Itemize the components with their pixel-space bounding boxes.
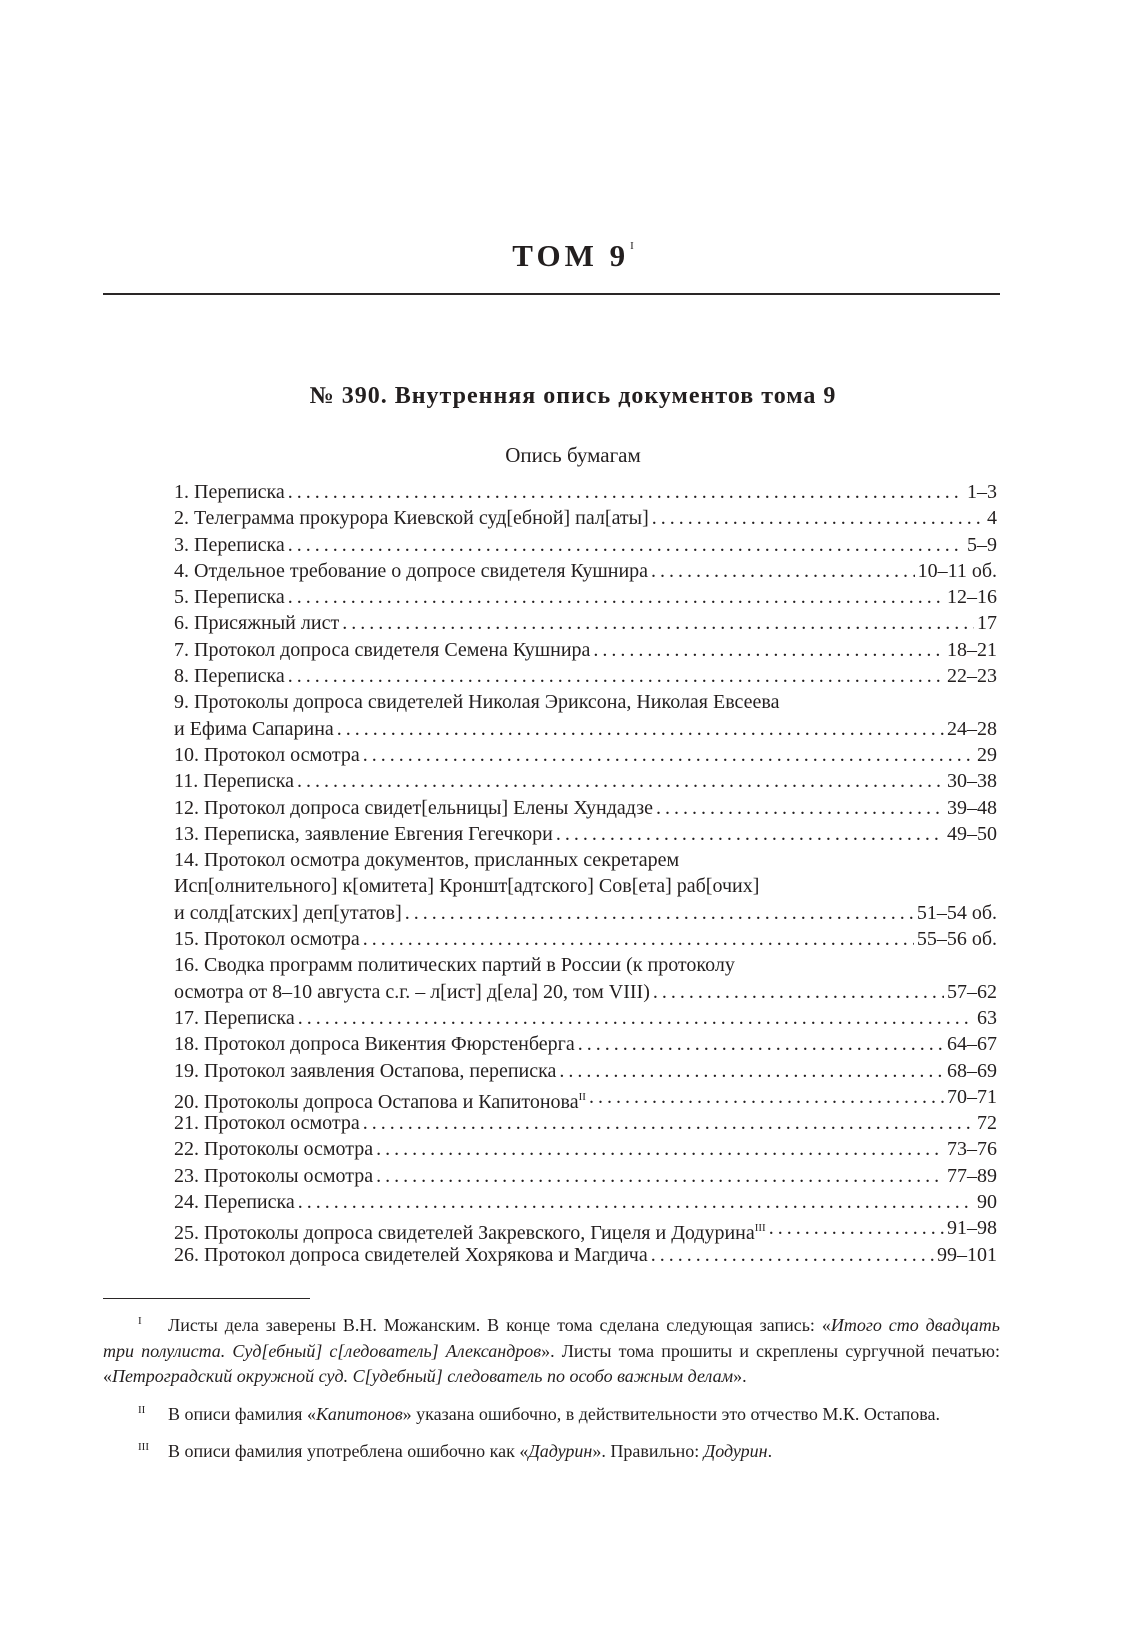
toc-entry xyxy=(174,532,997,558)
toc-entry xyxy=(174,926,997,952)
toc-entry-pages: 51–54 об. xyxy=(916,901,997,924)
toc-entry xyxy=(174,1058,997,1084)
toc-entry-title: 19. Протокол заявления Остапова, переписка xyxy=(174,1059,557,1082)
toc-entry-pages: 17 xyxy=(977,612,997,635)
dot-leader xyxy=(363,1110,974,1136)
dot-leader xyxy=(288,584,944,610)
toc-entry-pages: 24–28 xyxy=(947,717,997,740)
toc-entry-title: 15. Протокол осмотра xyxy=(174,928,360,951)
footnote-text: Листы дела заверены В.Н. Можанским. В конце тома сделана следующая запись: « xyxy=(168,1315,831,1335)
toc-entry-pages: 4 xyxy=(987,507,997,530)
toc-entry-title: 16. Сводка программ политических партий в России (к протоколу xyxy=(174,954,735,977)
footnote-ref[interactable]: II xyxy=(578,1090,586,1103)
toc-entry xyxy=(174,479,997,505)
toc-entry xyxy=(174,637,997,663)
toc-entry-title: 10. Протокол осмотра xyxy=(174,743,360,766)
dot-leader xyxy=(653,979,944,1005)
toc-entry-title: 23. Протоколы осмотра xyxy=(174,1164,374,1187)
dot-leader xyxy=(578,1031,944,1057)
toc-entry-title: 26. Протокол допроса свидетелей Хохрякова и Магдича xyxy=(174,1243,648,1266)
toc-entry-title: 4. Отдельное требование о допросе свидетеля Кушнира xyxy=(174,559,649,582)
dot-leader xyxy=(376,1136,944,1162)
inventory-subtitle: Опись бумагам xyxy=(505,443,641,467)
dot-leader xyxy=(556,821,944,847)
dot-leader xyxy=(656,795,944,821)
toc-entry-pages: 39–48 xyxy=(947,796,997,819)
toc-entry-pages: 70–71 xyxy=(947,1085,997,1108)
toc-entry-title: 11. Переписка xyxy=(174,770,295,793)
toc-entry-title: и солд[атских] деп[утатов] xyxy=(174,901,402,924)
toc-entry-title: 21. Протокол осмотра xyxy=(174,1112,360,1135)
toc-entry xyxy=(174,584,997,610)
toc-entry-pages: 68–69 xyxy=(947,1059,997,1082)
dot-leader xyxy=(405,900,914,926)
toc-entry-pages: 90 xyxy=(977,1191,997,1214)
toc-entry-title: 18. Протокол допроса Викентия Фюрстенберга xyxy=(174,1033,575,1056)
footnote-marker: III xyxy=(138,1441,149,1453)
dot-leader xyxy=(342,610,974,636)
toc-entry xyxy=(174,1242,997,1268)
toc-entry xyxy=(174,742,997,768)
toc-entry-pages: 55–56 об. xyxy=(916,928,997,951)
toc-entry-pages: 12–16 xyxy=(947,586,997,609)
volume-title-text: ТОМ 9 xyxy=(512,238,630,273)
toc-entry xyxy=(174,689,997,715)
dot-leader xyxy=(651,1242,934,1268)
toc-entry-title: и Ефима Сапарина xyxy=(174,717,334,740)
dot-leader xyxy=(363,926,914,952)
toc-entry-title: 13. Переписка, заявление Евгения Гегечкори xyxy=(174,822,553,845)
toc-entry xyxy=(174,1136,997,1162)
toc-entry-title: 3. Переписка xyxy=(174,533,285,556)
dot-leader xyxy=(651,558,915,584)
dot-leader xyxy=(769,1215,944,1241)
toc-entry xyxy=(174,505,997,531)
toc-entry xyxy=(174,768,997,794)
toc-entry-title: 9. Протоколы допроса свидетелей Николая Эриксона, Николая Евсеева xyxy=(174,691,780,714)
footnote xyxy=(103,1435,1000,1465)
toc-entry xyxy=(174,873,997,899)
footnote-quote: Додурин xyxy=(703,1441,768,1461)
toc-entry xyxy=(174,1005,997,1031)
toc-entry xyxy=(174,610,997,636)
toc-entry-title: 14. Протокол осмотра документов, присланных секретарем xyxy=(174,849,680,872)
footnote-quote: Петроградский окружной суд. С[удебный] следователь по особо важным делам xyxy=(112,1366,734,1386)
toc-entry-title: 17. Переписка xyxy=(174,1006,295,1029)
toc-entry-pages: 63 xyxy=(977,1006,997,1029)
volume-title xyxy=(0,238,1146,274)
footnote-text: ». xyxy=(733,1366,747,1386)
toc-entry-title: 6. Присяжный лист xyxy=(174,612,340,635)
toc-entry-title: 25. Протоколы допроса свидетелей Закревского, Гицеля и Додурина$^{III}$ xyxy=(174,1222,766,1245)
footnote xyxy=(103,1309,1000,1390)
toc-entry xyxy=(174,952,997,978)
toc-entry-pages: 77–89 xyxy=(947,1164,997,1187)
footnote-text: В описи фамилия « xyxy=(168,1403,316,1424)
document-heading: № 390. Внутренняя опись документов тома 9 xyxy=(309,383,837,409)
dot-leader xyxy=(593,637,944,663)
toc-entry-title: Исп[олнительного] к[омитета] Кроншт[адтского] Сов[ета] раб[очих] xyxy=(174,875,760,898)
toc-entry xyxy=(174,716,997,742)
toc-entry-title: 22. Протоколы осмотра xyxy=(174,1138,374,1161)
toc-entry-pages: 29 xyxy=(977,743,997,766)
toc-entry-title: 20. Протоколы допроса Остапова и Капитонова$^{II}$ xyxy=(174,1090,586,1113)
toc-entry-pages: 73–76 xyxy=(947,1138,997,1161)
toc-entry-pages: 49–50 xyxy=(947,822,997,845)
toc-entry xyxy=(174,979,997,1005)
dot-leader xyxy=(288,663,944,689)
footnote-text: В описи фамилия употреблена ошибочно как « xyxy=(168,1441,529,1461)
toc-entry-title: 8. Переписка xyxy=(174,665,285,688)
dot-leader xyxy=(298,1189,974,1215)
toc-entry-pages: 5–9 xyxy=(967,533,997,556)
dot-leader xyxy=(288,479,964,505)
toc-entry-pages: 22–23 xyxy=(947,665,997,688)
toc-entry xyxy=(174,1110,997,1136)
toc-entry-title: 24. Переписка xyxy=(174,1191,295,1214)
dot-leader xyxy=(652,505,984,531)
footnote-marker: I xyxy=(138,1315,142,1327)
toc-entry-pages: 91–98 xyxy=(947,1217,997,1240)
footnote-marker: II xyxy=(138,1403,146,1416)
toc-entry xyxy=(174,900,997,926)
toc-entry xyxy=(174,558,997,584)
footnote-text: ». Листы тома прошиты и скреплены сургучной печатью: « xyxy=(103,1340,1000,1386)
toc-entry xyxy=(174,1189,997,1215)
footnote-quote: Капитонов xyxy=(315,1403,403,1424)
footnote-quote: Дадурин xyxy=(528,1441,593,1461)
toc-entry-pages: 1–3 xyxy=(967,481,997,503)
footnote-quote: Итого сто двадцать три полулиста. Суд[ебный] с[ледователь] Александров xyxy=(103,1315,1000,1361)
toc-entry xyxy=(174,1084,997,1113)
dot-leader xyxy=(297,768,944,794)
footnote-ref[interactable]: III xyxy=(754,1222,766,1235)
title-divider xyxy=(103,293,1000,295)
dot-leader xyxy=(376,1163,944,1189)
toc-entry-pages: 30–38 xyxy=(947,770,997,793)
toc-entry xyxy=(174,847,997,873)
toc-entry-pages: 72 xyxy=(977,1112,997,1135)
toc-entry xyxy=(174,795,997,821)
toc-entry-pages: 57–62 xyxy=(947,980,997,1003)
footnote-divider xyxy=(103,1298,310,1299)
footnote-text: » указана ошибочно, в действительности это отчество М.К. Остапова. xyxy=(402,1403,941,1424)
toc-entry-title: осмотра от 8–10 августа с.г. – л[ист] д[ела] 20, том VIII) xyxy=(174,980,650,1003)
dot-leader xyxy=(337,716,944,742)
toc-entry xyxy=(174,1215,997,1245)
toc-entry xyxy=(174,663,997,689)
toc-entry-pages: 18–21 xyxy=(947,638,997,661)
dot-leader xyxy=(559,1058,944,1084)
toc-entry-title: 7. Протокол допроса свидетеля Семена Кушнира xyxy=(174,638,591,661)
toc-entry-title: 5. Переписка xyxy=(174,586,285,609)
dot-leader xyxy=(589,1084,944,1110)
footnote xyxy=(103,1398,1000,1428)
dot-leader xyxy=(298,1005,974,1031)
dot-leader xyxy=(363,742,974,768)
toc-entry-pages: 10–11 об. xyxy=(917,559,997,582)
footnote-text: . xyxy=(767,1441,773,1461)
dot-leader xyxy=(288,532,964,558)
toc-entry xyxy=(174,1031,997,1057)
toc-entry-title: 12. Протокол допроса свидет[ельницы] Елены Хундадзе xyxy=(174,796,653,819)
toc-entry-title: 2. Телеграмма прокурора Киевской суд[ебной] пал[аты] xyxy=(174,507,649,530)
footnotes xyxy=(103,1309,1000,1473)
toc-entry xyxy=(174,821,997,847)
toc-entry-pages: 64–67 xyxy=(947,1033,997,1056)
toc-entry-pages: 99–101 xyxy=(937,1243,997,1266)
footnote-ref[interactable]: I xyxy=(630,240,634,252)
footnote-text: ». Правильно: xyxy=(592,1441,704,1461)
toc-entry-title: 1. Переписка xyxy=(174,481,285,503)
toc-entry xyxy=(174,1163,997,1189)
table-of-contents xyxy=(174,479,997,1268)
